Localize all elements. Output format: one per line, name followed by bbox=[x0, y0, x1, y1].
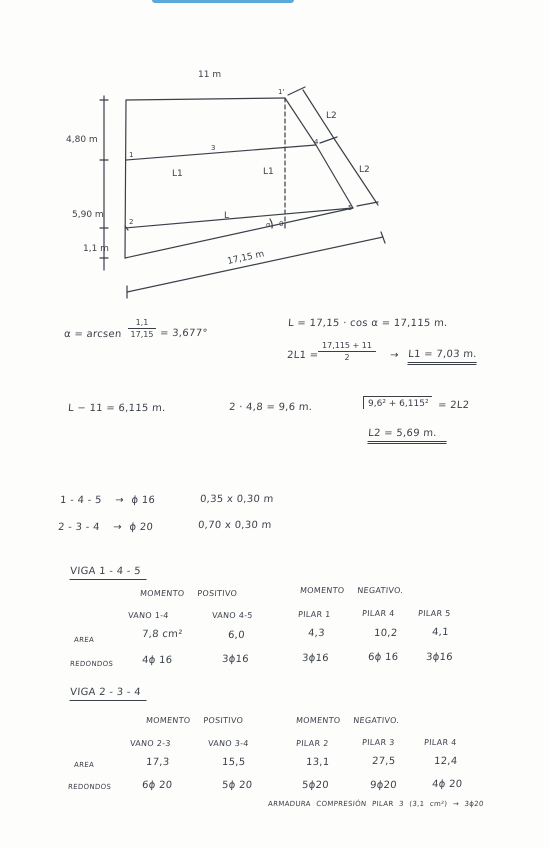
twoL1-lhs: 2L1 = bbox=[286, 350, 319, 361]
alpha-fraction bbox=[128, 318, 156, 339]
alpha-num: 1,1 bbox=[135, 318, 149, 327]
viga145-red-4: 6ϕ 16 bbox=[367, 652, 399, 663]
viga234-red-3: 5ϕ20 bbox=[301, 780, 330, 791]
viga145-red-2: 3ϕ16 bbox=[221, 654, 250, 665]
twoL1-den: 2 bbox=[344, 353, 350, 362]
L1-result: L1 = 7,03 m. bbox=[407, 349, 477, 365]
section-label: 1 - 4 - 5 bbox=[59, 495, 103, 506]
right-dim-ext3 bbox=[357, 202, 378, 206]
viga145-area-4: 10,2 bbox=[373, 628, 398, 639]
bottom-dim-line bbox=[127, 237, 383, 292]
viga145-col-4: PILAR 4 bbox=[361, 609, 395, 618]
viga145-col-5: PILAR 5 bbox=[417, 609, 451, 618]
label-angle: α bbox=[266, 221, 271, 229]
viga234-red-5: 4ϕ 20 bbox=[431, 779, 463, 790]
label-node-1: 1 bbox=[129, 151, 134, 159]
viga145-group-neg: MOMENTO NEGATIVO. bbox=[299, 586, 404, 595]
label-node-1prime: 1' bbox=[278, 88, 285, 96]
viga145-area-5: 4,1 bbox=[431, 627, 450, 638]
sqrt-expression: 9,6² + 6,115² bbox=[363, 396, 432, 409]
viga145-red-1: 4ϕ 16 bbox=[141, 655, 173, 666]
side-L2-bottom: L2 bbox=[359, 165, 370, 175]
label-node-2: 2 bbox=[129, 218, 134, 226]
viga234-title: VIGA 2 - 3 - 4 bbox=[70, 687, 148, 701]
seg-L1-right: L1 bbox=[263, 167, 274, 177]
label-node-3: 3 bbox=[211, 144, 216, 152]
viga234-group-pos: MOMENTO POSITIVO bbox=[145, 716, 244, 725]
two-times-four: 2 · 4,8 = 9,6 m. bbox=[228, 402, 313, 413]
L-equation: L = 17,15 · cos α = 17,115 m. bbox=[287, 318, 448, 329]
outline-right-lower bbox=[316, 145, 353, 208]
viga145-area-1: 7,8 cm² bbox=[141, 629, 183, 640]
viga234-area-2: 15,5 bbox=[221, 757, 246, 768]
viga234-group-neg: MOMENTO NEGATIVO. bbox=[295, 716, 400, 725]
right-dim-L2b bbox=[335, 140, 378, 205]
viga145-col-2: VANO 4-5 bbox=[211, 611, 254, 620]
section-row-234 bbox=[58, 522, 154, 533]
viga234-col-3: PILAR 2 bbox=[295, 739, 329, 748]
label-node-4: 4 bbox=[314, 138, 319, 146]
viga145-red-3: 3ϕ16 bbox=[301, 653, 330, 664]
viga234-col-2: VANO 3-4 bbox=[207, 739, 250, 748]
line-2-5 bbox=[125, 208, 353, 228]
dim-left-upper: 4,80 m bbox=[66, 135, 98, 145]
viga145-group-pos: MOMENTO POSITIVO bbox=[139, 589, 238, 598]
viga234-col-1: VANO 2-3 bbox=[129, 739, 172, 748]
viga234-compression-note: ARMADURA COMPRESIÓN PILAR 3 (3,1 cm²) → 3ϕ20 bbox=[267, 800, 484, 808]
twoL1-num: 17,115 + 11 bbox=[322, 341, 372, 350]
viga145-area-label: AREA bbox=[73, 636, 95, 644]
section-bar: ϕ 16 bbox=[130, 495, 156, 506]
section-arrow: → bbox=[114, 495, 125, 506]
viga234-red-2: 5ϕ 20 bbox=[221, 780, 253, 791]
outline-top bbox=[126, 98, 285, 100]
viga234-col-4: PILAR 3 bbox=[361, 738, 395, 747]
dim-left-low: 1,1 m bbox=[83, 244, 109, 254]
label-node-0: 0 bbox=[279, 220, 284, 228]
label-node-5: 5 bbox=[348, 204, 353, 212]
section-dim-145: 0,35 x 0,30 m bbox=[199, 494, 275, 505]
viga234-area-3: 13,1 bbox=[305, 757, 330, 768]
sqrt-result: = 2L2 bbox=[437, 400, 470, 411]
section-bar: ϕ 20 bbox=[128, 522, 154, 533]
right-dim-ext1 bbox=[288, 87, 305, 95]
dim-top: 11 m bbox=[198, 70, 222, 80]
section-row-145 bbox=[60, 495, 156, 506]
line-1-4 bbox=[126, 145, 316, 160]
viga145-title: VIGA 1 - 4 - 5 bbox=[70, 566, 148, 580]
twoL1-arrow: → bbox=[389, 350, 400, 361]
viga234-col-5: PILAR 4 bbox=[423, 738, 457, 747]
viga234-area-1: 17,3 bbox=[145, 757, 170, 768]
viga234-area-4: 27,5 bbox=[371, 756, 396, 767]
viga234-red-1: 6ϕ 20 bbox=[141, 780, 173, 791]
viga234-area-label: AREA bbox=[73, 761, 95, 769]
outline-right-upper bbox=[285, 98, 316, 145]
viga145-col-1: VANO 1-4 bbox=[127, 611, 170, 620]
viga234-red-label: REDONDOS bbox=[67, 783, 112, 791]
viga234-red-4: 9ϕ20 bbox=[369, 780, 398, 791]
L-minus-11: L − 11 = 6,115 m. bbox=[67, 403, 166, 414]
viga145-area-2: 6,0 bbox=[227, 630, 246, 641]
alpha-result: = 3,677° bbox=[159, 328, 208, 339]
outline-left bbox=[125, 100, 126, 258]
dim-bottom: 17,15 m bbox=[226, 249, 266, 267]
viga145-area-3: 4,3 bbox=[307, 628, 326, 639]
alpha-den: 17,15 bbox=[130, 330, 154, 339]
side-L2-top: L2 bbox=[326, 111, 337, 121]
twoL1-fraction bbox=[318, 341, 376, 362]
section-dim-234: 0,70 x 0,30 m bbox=[197, 520, 273, 531]
viga145-red-5: 3ϕ16 bbox=[425, 652, 454, 663]
L2-result: L2 = 5,69 m. bbox=[367, 428, 447, 444]
section-label: 2 - 3 - 4 bbox=[57, 522, 101, 533]
seg-L: L bbox=[224, 211, 230, 221]
alpha-lhs: α = arcsen bbox=[63, 329, 122, 340]
seg-L1-left: L1 bbox=[172, 169, 183, 179]
section-arrow: → bbox=[112, 522, 123, 533]
viga234-area-5: 12,4 bbox=[433, 756, 458, 767]
viga145-col-3: PILAR 1 bbox=[297, 610, 331, 619]
viga145-red-label: REDONDOS bbox=[69, 660, 114, 668]
dim-left-mid: 5,90 m bbox=[72, 210, 104, 220]
